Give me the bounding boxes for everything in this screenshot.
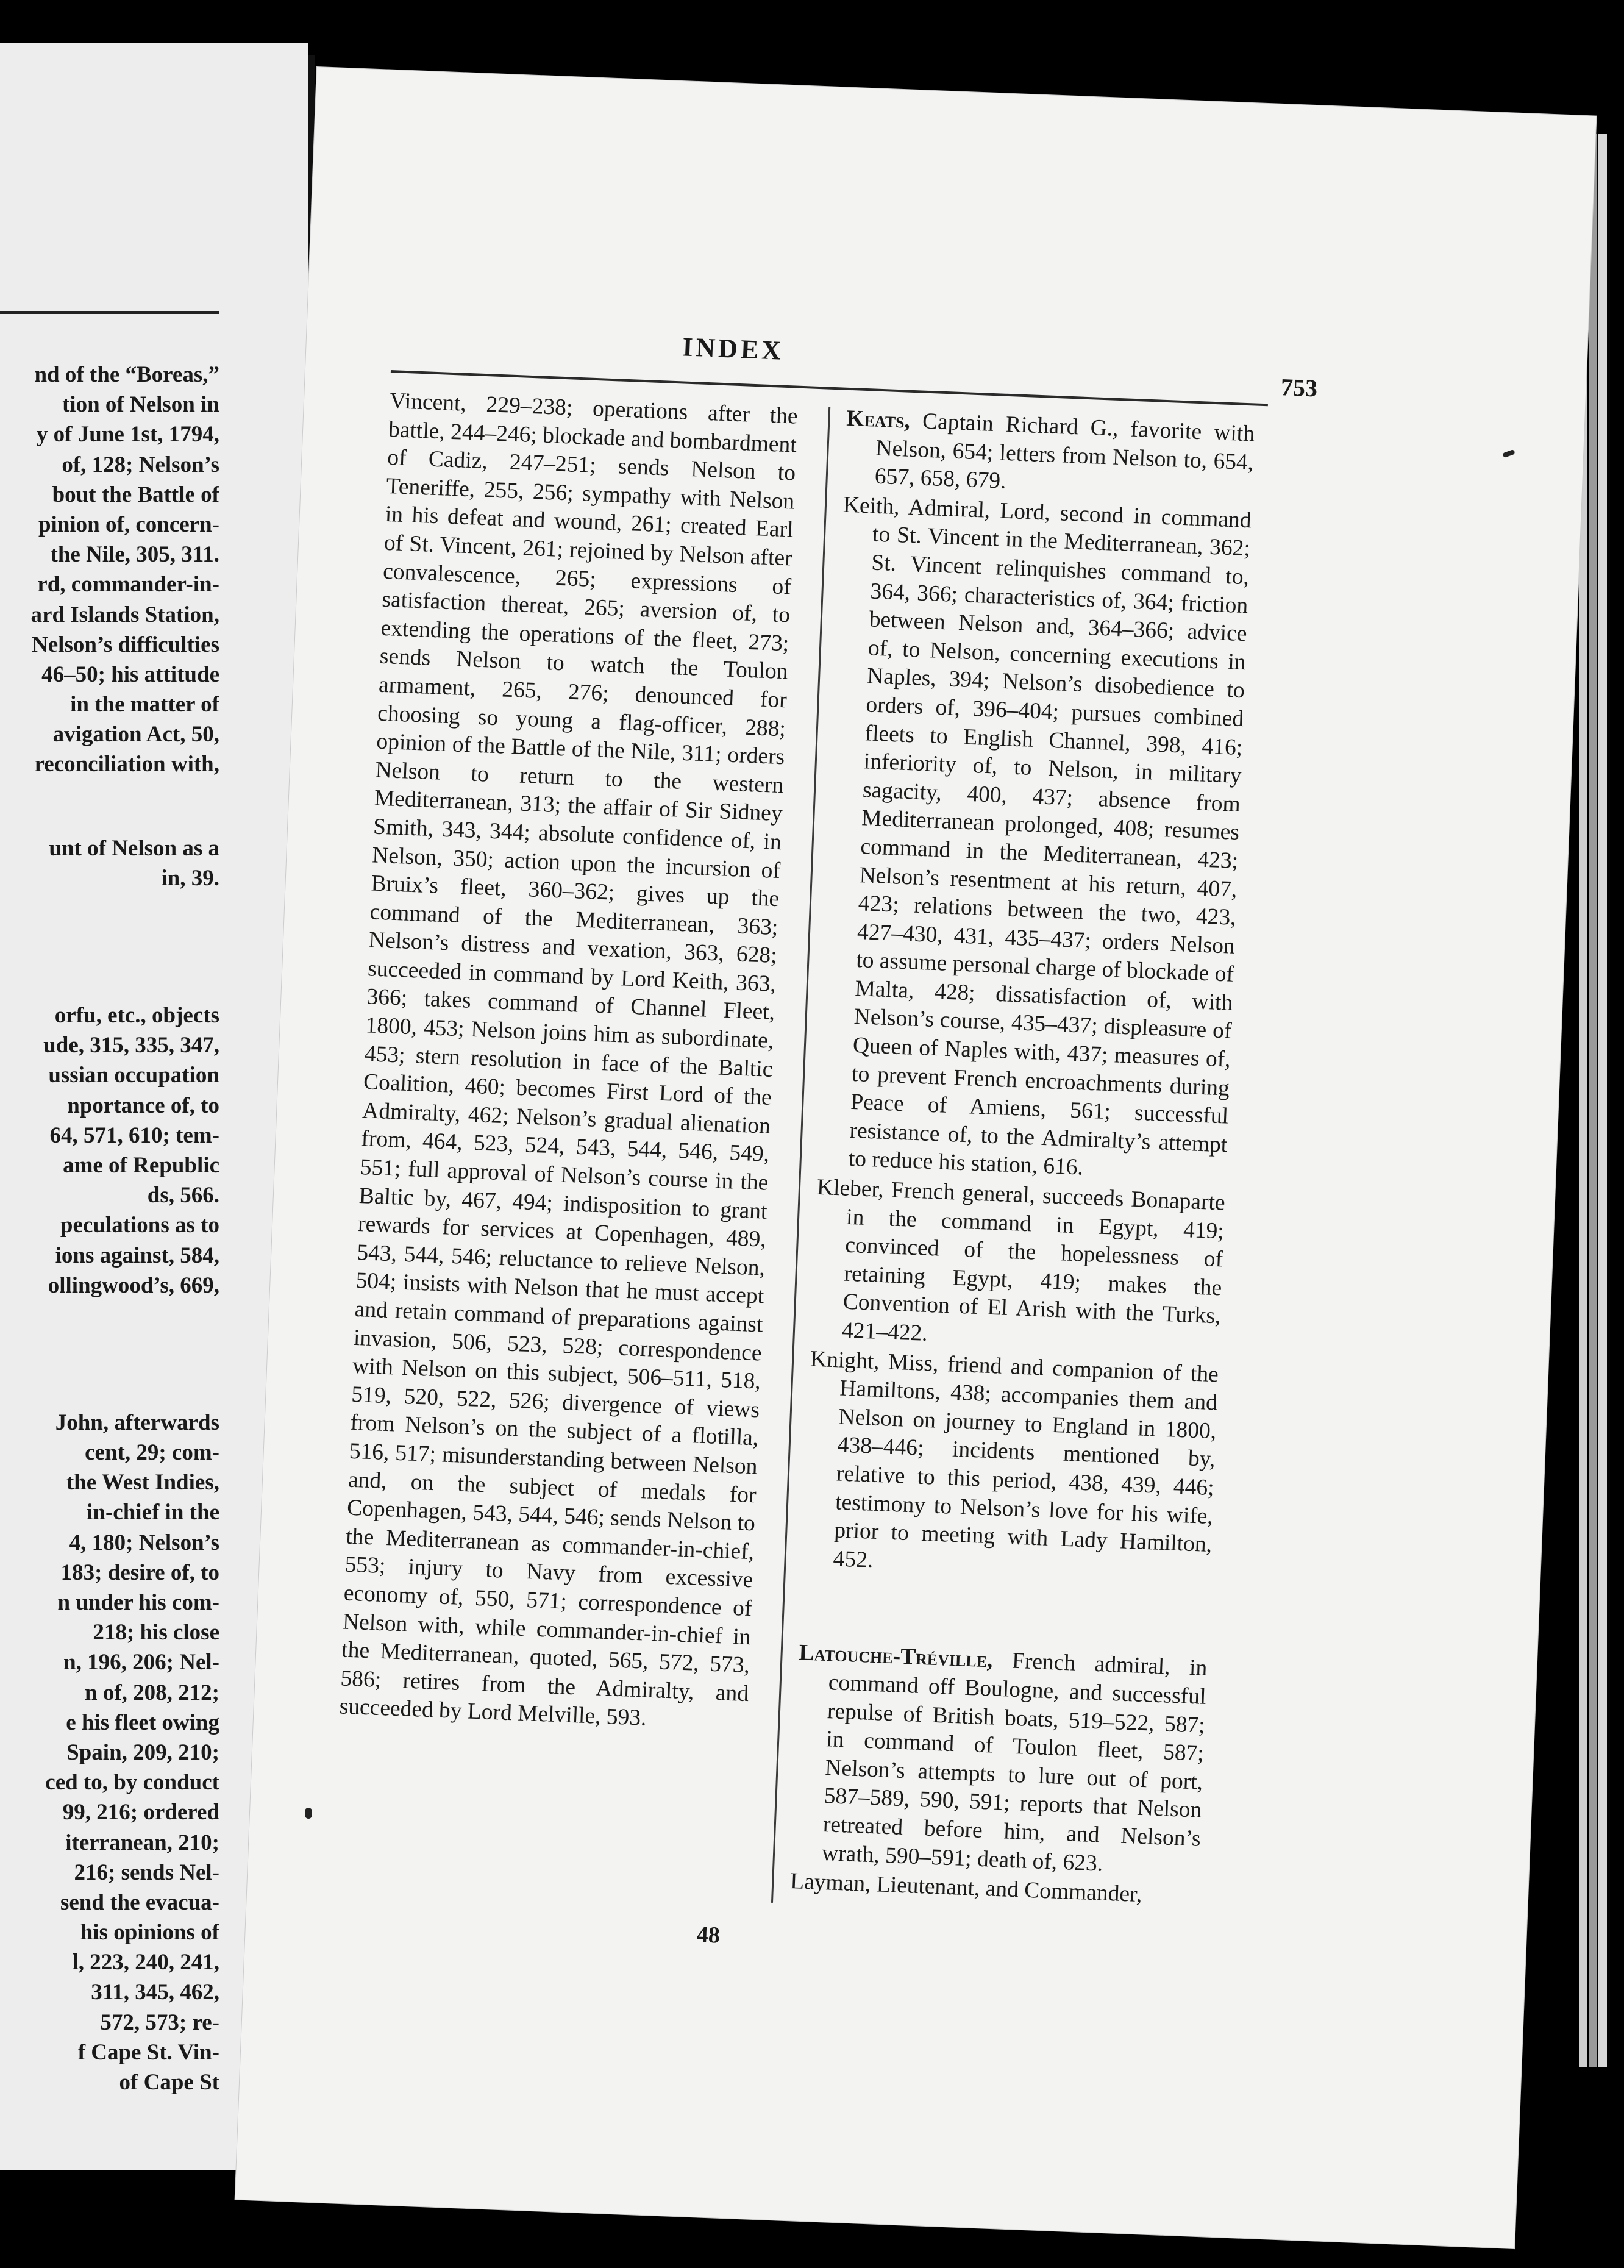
previous-page-line: the West Indies, — [66, 1470, 219, 1496]
previous-page-line — [0, 893, 219, 947]
previous-page-line: reconciliation with, — [34, 752, 219, 777]
previous-page-line: Spain, 209, 210; — [66, 1739, 219, 1765]
index-entry-text: Lieutenant, and Commander, — [870, 1872, 1143, 1908]
index-entry-heading: Keats, — [846, 405, 911, 433]
previous-page-line: ced to, by conduct — [45, 1770, 219, 1795]
previous-page-line: ions against, 584, — [55, 1243, 219, 1268]
index-entry-heading: Latouche-Tréville, — [798, 1640, 994, 1673]
previous-page-line: John, afterwards — [55, 1410, 219, 1435]
index-column-right — [789, 405, 1255, 1912]
previous-page-line: ard Islands Station, — [30, 602, 219, 627]
previous-page-line: send the evacua- — [60, 1889, 219, 1915]
previous-page-line: l, 223, 240, 241, — [72, 1950, 219, 1975]
index-entry-heading: Keith, — [842, 492, 900, 519]
previous-page-line: ussian occupation — [48, 1063, 219, 1088]
index-entry — [817, 491, 1252, 1188]
signature-mark: 48 — [696, 1922, 721, 1949]
previous-page-line: 46–50; his attitude — [41, 661, 219, 687]
previous-page-line: cent, 29; com- — [85, 1440, 219, 1466]
page-edge — [1598, 134, 1607, 2067]
previous-page-line: Nelson’s difficulties — [32, 632, 219, 657]
previous-page-line: y of June 1st, 1794, — [36, 422, 219, 448]
previous-page-rule — [0, 311, 219, 314]
index-entry-heading: Layman, — [789, 1869, 872, 1897]
index-entry — [791, 1639, 1208, 1882]
previous-page-line: n, 196, 206; Nel- — [63, 1650, 219, 1675]
previous-page-line: n under his com- — [57, 1590, 219, 1615]
previous-page-line: bout the Battle of — [52, 482, 219, 507]
index-entry — [811, 1174, 1225, 1360]
previous-page-line: in the matter of — [70, 692, 219, 718]
previous-page-line: e his fleet owing — [66, 1710, 219, 1735]
previous-page-line: 572, 573; re- — [100, 2009, 219, 2035]
index-entry — [802, 1345, 1219, 1588]
previous-page-text — [0, 360, 219, 2097]
previous-page-line — [0, 947, 219, 1000]
previous-page-line: of Cape St — [119, 2070, 219, 2095]
previous-page-line: in-chief in the — [87, 1500, 219, 1525]
previous-page-line: n of, 208, 212; — [85, 1680, 219, 1705]
previous-page-line — [0, 780, 219, 833]
previous-page-line: the Nile, 305, 311. — [50, 542, 219, 568]
previous-page-line: f Cape St. Vin- — [77, 2039, 219, 2065]
previous-page-line: nportance of, to — [67, 1093, 219, 1118]
previous-page-line: rd, commander-in- — [37, 572, 219, 597]
index-entry — [844, 405, 1255, 505]
index-entry-text: French admiral, in command off Boulogne, and successful repulse of British boats, 519–522, 587; in command of Toulon fleet, 587; Nelson’s attempts to lure out of port, 587–589, 590, 591; reports that Nelson retreated before him, and Nelson’s wrath, 590–591; death of, 623. — [821, 1647, 1208, 1877]
index-entry-heading: Kleber, — [816, 1174, 885, 1203]
index-page — [235, 67, 1597, 2248]
previous-page-line: his opinions of — [80, 1920, 219, 1945]
previous-page-line: nd of the “Boreas,” — [34, 362, 219, 387]
previous-page-line: 99, 216; ordered — [62, 1800, 219, 1825]
previous-page-line: ollingwood’s, 669, — [48, 1272, 219, 1298]
previous-page-line: unt of Nelson as a — [49, 835, 219, 861]
previous-page-line: tion of Nelson in — [62, 392, 219, 418]
page-edge — [1589, 134, 1597, 2067]
index-entry-text: Admiral, Lord, second in command to St. Vincent in the Mediterranean, 362; St. Vincent relinquishes command to, 364, 366; characteristics of, 364; friction between Nelson and, 364–366; advice of, to Nelson, concerning executions in Naples, 394; Nelson’s disobedience to orders of, 396–404; pursues combined fleets to English Channel, 398, 416; inferiority of, to Nelson, in military sagacity, 400, 437; absence from Mediterranean prolonged, 408; resumes command in the Mediterranean, 423; Nelson’s resentment at his return, 407, 423; relations between the two, 423, 427–430, 431, 435–437; orders Nelson to assume personal charge of blockade of Malta, 428; dissatisfaction of, with Nelson’s course, 435–437; displeasure of Queen of Naples with, 437; measures of, to prevent French encroachments during Peace of Amiens, 561; successful resistance of, to the Admiralty’s attempt to reduce his station, 616. — [848, 494, 1252, 1181]
previous-page-line: ame of Republic — [63, 1152, 219, 1178]
previous-page-line: iterranean, 210; — [65, 1830, 219, 1855]
previous-page-line: orfu, etc., objects — [54, 1003, 219, 1028]
previous-page-line: 64, 571, 610; tem- — [49, 1122, 219, 1148]
ink-speck — [305, 1808, 312, 1819]
previous-page-line: of, 128; Nelson’s — [62, 452, 219, 477]
index-entry-text: French general, succeeds Bonaparte in the command in Egypt, 419; convinced of the hopelessness of retaining Egypt, 419; makes the Convention of El Arish with the Turks, 421–422. — [841, 1177, 1226, 1346]
previous-page-line: 218; his close — [93, 1620, 219, 1646]
running-head: INDEX — [682, 332, 785, 366]
index-entry-text: Miss, friend and companion of the Hamiltons, 438; accompanies them and Nelson on journey to England in 1800, 438–446; incidents mentioned by, relative to this period, 438, 439, 446; testimony to Nelson’s love for his wife, prior to meeting with Lady Hamilton, 452. — [832, 1349, 1219, 1573]
previous-page-line: 183; desire of, to — [60, 1560, 219, 1585]
previous-page-line: peculations as to — [60, 1213, 219, 1238]
previous-page-line: 216; sends Nel- — [74, 1860, 219, 1885]
index-entry-continuation: Vincent, 229–238; operations after the battle, 244–246; blockade and bombardment of Cadiz, 247–251; sends Nelson to Teneriffe, 255, 256; sympathy with Nelson in his defeat and wound, 261; created Earl of St. Vincent, 261; rejoined by Nelson after convalescence, 265; expressions of satisfaction thereat, 265; aversion of, to extending the operations of the fleet, 273; sends Nelson to watch the Toulon armament, 265, 276; denounced for choosing so young a flag-officer, 288; opinion of the Battle of the Nile, 311; orders Nelson to return to the western Mediterranean, 313; the affair of Sir Sidney Smith, 343, 344; absolute confidence of, in Nelson, 350; action upon the incursion of Bruix’s fleet, 360–362; gives up the command of the Mediterranean, 363; Nelson’s distress and vexation, 363, 628; succeeded in command by Lord Keith, 363, 366; takes command of Channel Fleet, 1800, 453; Nelson joins him as subordinate, 453; stern resolution in face of the Baltic Coalition, 460; becomes First Lord of the Admiralty, 462; Nelson’s gradual alienation from, 464, 523, 524, 543, 544, 546, 549, 551; full approval of Nelson’s course in the Baltic by, 467, 494; indisposition to grant rewards for services at Copenhagen, 489, 543, 544, 546; reluctance to relieve Nelson, 504; insists with Nelson that he must accept and retain command of preparations against invasion, 506, 523, 528; correspondence with Nelson on this subject, 506–511, 518, 519, 520, 522, 526; divergence of views from Nelson’s on the subject of a flotilla, 516, 517; misunderstanding between Nelson and, on the subject of medals for Copenhagen, 543, 544, 546; sends Nelson to the Mediterranean as commander-in-chief, 553; injury to Navy from excessive economy of, 550, 571; correspondence of Nelson with, while commander-in-chief in the Mediterranean, quoted, 565, 572, 573, 586; retires from the Admiralty, and succeeded by Lord Melville, 593. — [339, 388, 799, 1731]
page-number: 753 — [1280, 373, 1318, 402]
previous-page-line: in, 39. — [161, 865, 219, 891]
previous-page-line: 311, 345, 462, — [91, 1980, 219, 2005]
previous-page-line — [0, 1354, 219, 1408]
previous-page-line: ude, 315, 335, 347, — [43, 1033, 219, 1058]
previous-page-line: ds, 566. — [147, 1183, 219, 1208]
previous-page-line: avigation Act, 50, — [52, 722, 219, 747]
previous-page-line: 4, 180; Nelson’s — [69, 1530, 219, 1555]
index-entry-heading: Knight, — [810, 1346, 880, 1374]
previous-page-line — [0, 1300, 219, 1354]
previous-page-line: pinion of, concern- — [38, 512, 219, 537]
index-column-left — [339, 387, 799, 1737]
index-entry-text: Captain Richard G., favorite with Nelson, 654; letters from Nelson to, 654, 657, 658, 679. — [874, 408, 1255, 494]
